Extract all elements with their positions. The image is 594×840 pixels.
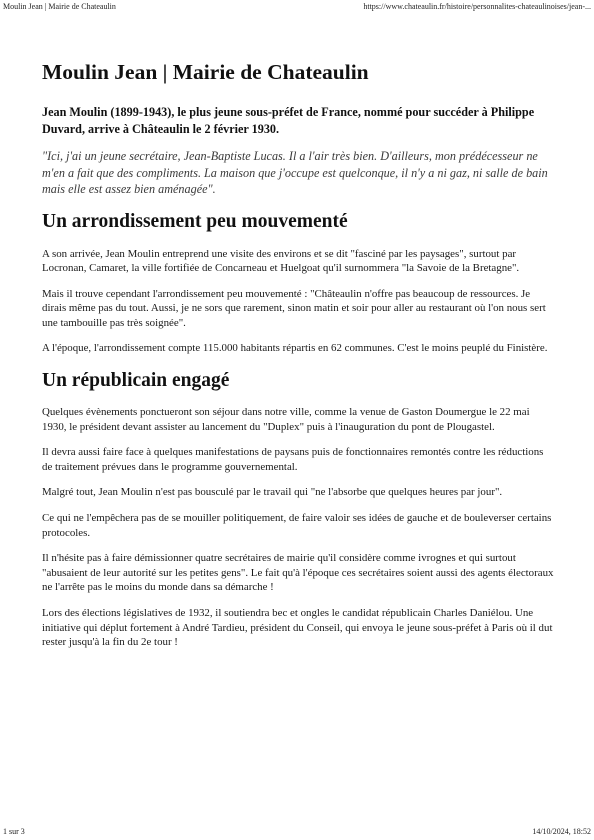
print-page-title: Moulin Jean | Mairie de Chateaulin xyxy=(3,2,116,11)
paragraph: Malgré tout, Jean Moulin n'est pas bousculé par le travail qui "ne l'absorbe que quelques heures par jour". xyxy=(42,486,503,499)
section-heading-arrondissement: Un arrondissement peu mouvementé xyxy=(42,210,348,232)
paragraph: Ce qui ne l'empêchera pas de se mouiller politiquement, de faire valoir ses idées de gauche et de bouleverser certains protocoles. xyxy=(42,512,552,539)
paragraph: A son arrivée, Jean Moulin entreprend une visite des environs et se dit "fasciné par les paysages", surtout par Locronan, Camaret, la ville fortifiée de Concarneau et Huelgoat qu'il surnommera "la Savoie de la Bretagne". xyxy=(42,247,520,275)
paragraph: Il devra aussi faire face à quelques manifestations de paysans puis de fonctionnaires remontés contre les réductions de traitement prévues dans le programme gouvernemental. xyxy=(42,446,544,473)
article xyxy=(42,58,554,650)
paragraph: Il n'hésite pas à faire démissionner quatre secrétaires de mairie qu'il considère comme ivrognes et qui surtout "abusaient de leur autorité sur les petites gens". Le fait qu'à l'époque ces secrétaires soient aussi des agents électoraux ne l'arrête pas le moins du monde dans sa démarche ! xyxy=(42,552,554,594)
print-timestamp: 14/10/2024, 18:52 xyxy=(532,827,591,836)
page-number: 1 sur 3 xyxy=(3,827,25,836)
print-url: https://www.chateaulin.fr/histoire/personnalites-chateaulinoises/jean-... xyxy=(363,2,591,11)
paragraph: Quelques évènements ponctueront son séjour dans notre ville, comme la venue de Gaston Doumergue le 22 mai 1930, le président devant assister au lancement du "Duplex" puis à l'inauguration du pont de Plougastel. xyxy=(42,406,530,433)
paragraph: Mais il trouve cependant l'arrondissement peu mouvementé : "Châteaulin n'offre pas beaucoup de ressources. Je dirais même pas du tout. Aussi, je ne sors que rarement, sinon matin et soir pour aller au restaurant où l'on nous sert une tambouille pas très soignée". xyxy=(42,287,546,329)
article-lead: Jean Moulin (1899-1943), le plus jeune sous-préfet de France, nommé pour succéder à Philippe Duvard, arrive à Châteaulin le 2 février 1930. xyxy=(42,105,535,136)
section-heading-republicain: Un républicain engagé xyxy=(42,370,230,392)
article-quote: "Ici, j'ai un jeune secrétaire, Jean-Baptiste Lucas. Il a l'air très bien. D'ailleurs, mon prédécesseur ne m'en a fait que des compliments. La maison que j'occupe est quelconque, il n'y a ni gaz, ni salle de bain mais elle est assez bien aménagée". xyxy=(42,149,548,196)
paragraph: A l'époque, l'arrondissement compte 115.000 habitants répartis en 62 communes. C'est le moins peuplé du Finistère. xyxy=(42,342,548,355)
page-title: Moulin Jean | Mairie de Chateaulin xyxy=(42,60,369,84)
paragraph: Lors des élections législatives de 1932, il soutiendra bec et ongles le candidat républicain Charles Daniélou. Une initiative qui déplut fortement à André Tardieu, président du Conseil, qui envoya le jeune sous-préfet à Paris où il dut rester jusqu'à la fin du 2e tour ! xyxy=(42,607,553,649)
